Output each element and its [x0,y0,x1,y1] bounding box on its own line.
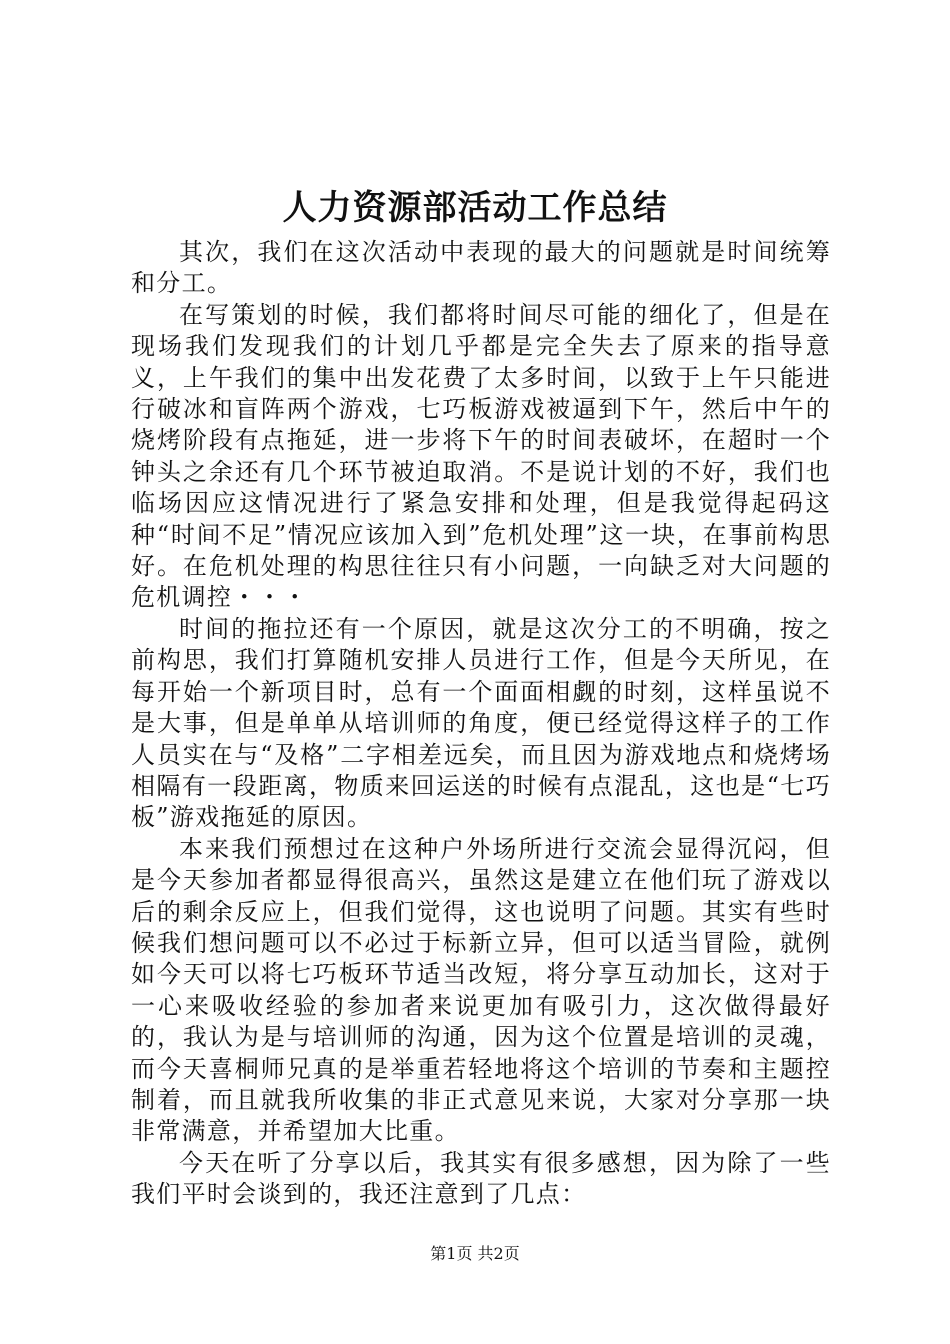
document-body [131,237,831,1211]
paragraph-3: 时间的拖拉还有一个原因，就是这次分工的不明确，按之前构思，我们打算随机安排人员进行工作，但是今天所见，在每开始一个新项目时，总有一个面面相觑的时刻，这样虽说不是大事，但是单单从培训师的角度，便已经觉得这样子的工作人员实在与“及格”二字相差远矣，而且因为游戏地点和烧烤场相隔有一段距离，物质来回运送的时候有点混乱，这也是“七巧板”游戏拖延的原因。 [131,614,831,832]
paragraph-2: 在写策划的时候，我们都将时间尽可能的细化了，但是在现场我们发现我们的计划几乎都是完全失去了原来的指导意义，上午我们的集中出发花费了太多时间，以致于上午只能进行破冰和盲阵两个游戏，七巧板游戏被逼到下午，然后中午的烧烤阶段有点拖延，进一步将下午的时间表破坏，在超时一个钟头之余还有几个环节被迫取消。不是说计划的不好，我们也临场因应这情况进行了紧急安排和处理，但是我觉得起码这种“时间不足”情况应该加入到”危机处理”这一块，在事前构思好。在危机处理的构思往往只有小问题，一向缺乏对大问题的危机调控・・・ [131,300,831,612]
document-title: 人力资源部活动工作总结 [282,188,668,228]
paragraph-1: 其次，我们在这次活动中表现的最大的问题就是时间统筹和分工。 [131,238,831,298]
page-number-footer: 第1页 共2页 [430,1244,520,1263]
paragraph-5: 今天在听了分享以后，我其实有很多感想，因为除了一些我们平时会谈到的，我还注意到了几点： [131,1148,831,1209]
paragraph-4: 本来我们预想过在这种户外场所进行交流会显得沉闷，但是今天参加者都显得很高兴，虽然这是建立在他们玩了游戏以后的剩余反应上，但我们觉得，这也说明了问题。其实有些时候我们想问题可以不必过于标新立异，但可以适当冒险，就例如今天可以将七巧板环节适当改短，将分享互动加长，这对于一心来吸收经验的参加者来说更加有吸引力，这次做得最好的，我认为是与培训师的沟通，因为这个位置是培训的灵魂，而今天喜桐师兄真的是举重若轻地将这个培训的节奏和主题控制着，而且就我所收集的非正式意见来说，大家对分享那一块非常满意，并希望加大比重。 [131,834,831,1146]
